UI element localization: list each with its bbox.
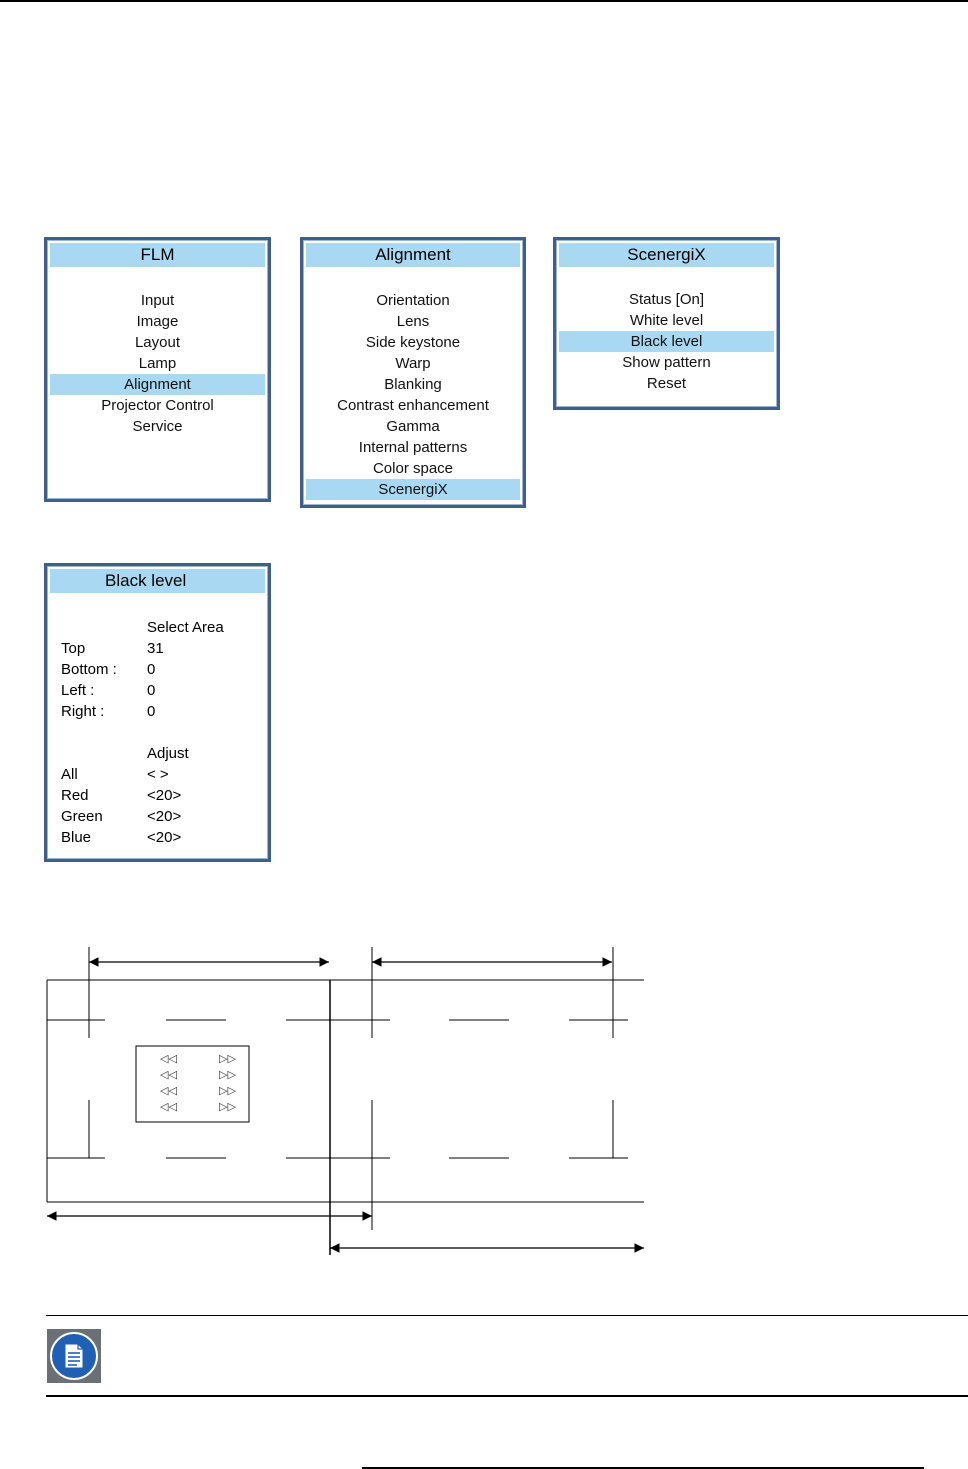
alignment-menu-item-internal-patterns[interactable]: Internal patterns bbox=[358, 439, 468, 456]
alignment-menu-item-gamma[interactable]: Gamma bbox=[386, 418, 440, 435]
scenergix-menu-title: ScenergiX bbox=[559, 243, 774, 267]
adjust-label: Adjust bbox=[147, 745, 189, 762]
adjust-channel-value: < > bbox=[147, 766, 169, 783]
adjust-row-blue[interactable] bbox=[61, 827, 261, 848]
black-level-menu-title: Black level bbox=[50, 569, 265, 593]
alignment-menu-item-scenergix[interactable]: ScenergiX bbox=[306, 479, 520, 500]
area-value: 0 bbox=[147, 661, 156, 678]
area-label: Right : bbox=[61, 703, 105, 720]
scenergix-menu-item-status[interactable]: Status [On] bbox=[628, 291, 705, 308]
flm-menu-item-layout[interactable]: Layout bbox=[134, 334, 181, 351]
note-icon bbox=[47, 1329, 101, 1383]
flm-menu-item-projector-control[interactable]: Projector Control bbox=[101, 397, 214, 414]
adjust-row-red[interactable] bbox=[61, 785, 261, 806]
black-level-menu bbox=[44, 563, 271, 862]
adjust-channel-value: <20> bbox=[147, 787, 182, 804]
alignment-menu-item-side-keystone[interactable]: Side keystone bbox=[365, 334, 461, 351]
area-label: Bottom : bbox=[61, 661, 117, 678]
scenergix-menu-item-reset[interactable]: Reset bbox=[646, 375, 687, 392]
alignment-menu-item-contrast-enhancement[interactable]: Contrast enhancement bbox=[337, 397, 489, 414]
adjust-channel-label: Red bbox=[61, 787, 89, 804]
alignment-menu bbox=[300, 237, 526, 508]
area-row-right[interactable] bbox=[61, 701, 261, 722]
flm-menu bbox=[44, 237, 271, 502]
pattern-arrows-left: ◁◁ bbox=[160, 1052, 177, 1065]
flm-menu-item-input[interactable]: Input bbox=[140, 292, 175, 309]
alignment-menu-item-warp[interactable]: Warp bbox=[395, 355, 431, 372]
flm-menu-item-alignment[interactable]: Alignment bbox=[50, 374, 265, 395]
scenergix-menu bbox=[553, 237, 780, 410]
flm-menu-item-lamp[interactable]: Lamp bbox=[138, 355, 177, 372]
pattern-arrows-left: ◁◁ bbox=[160, 1084, 177, 1097]
adjust-row-green[interactable] bbox=[61, 806, 261, 827]
area-row-top[interactable] bbox=[61, 638, 261, 659]
pattern-arrows-right: ▷▷ bbox=[219, 1084, 236, 1097]
pattern-arrows-left: ◁◁ bbox=[160, 1100, 177, 1113]
adjust-row-all[interactable] bbox=[61, 764, 261, 785]
area-row-left[interactable] bbox=[61, 680, 261, 701]
alignment-menu-item-lens[interactable]: Lens bbox=[396, 313, 430, 330]
area-value: 0 bbox=[147, 703, 156, 720]
note-bottom-rule bbox=[46, 1395, 968, 1397]
pattern-arrows-right: ▷▷ bbox=[219, 1068, 236, 1081]
select-area-label: Select Area bbox=[147, 619, 224, 636]
area-label: Top bbox=[61, 640, 86, 657]
blend-zone-diagram bbox=[0, 930, 968, 1270]
adjust-channel-value: <20> bbox=[147, 808, 182, 825]
adjust-channel-label: All bbox=[61, 766, 78, 783]
alignment-menu-item-orientation[interactable]: Orientation bbox=[376, 292, 450, 309]
note-top-rule bbox=[46, 1315, 968, 1316]
adjust-channel-value: <20> bbox=[147, 829, 182, 846]
flm-menu-item-service[interactable]: Service bbox=[132, 418, 183, 435]
pattern-arrows-right: ▷▷ bbox=[219, 1100, 236, 1113]
adjust-channel-label: Blue bbox=[61, 829, 92, 846]
pattern-arrows-left: ◁◁ bbox=[160, 1068, 177, 1081]
alignment-menu-item-blanking[interactable]: Blanking bbox=[384, 376, 442, 393]
pattern-arrows-right: ▷▷ bbox=[219, 1052, 236, 1065]
area-value: 31 bbox=[147, 640, 164, 657]
area-value: 0 bbox=[147, 682, 156, 699]
scenergix-menu-item-white-level[interactable]: White level bbox=[629, 312, 704, 329]
flm-menu-title: FLM bbox=[50, 243, 265, 267]
alignment-menu-title: Alignment bbox=[306, 243, 520, 267]
flm-menu-item-image[interactable]: Image bbox=[136, 313, 179, 330]
scenergix-menu-item-show-pattern[interactable]: Show pattern bbox=[622, 354, 711, 371]
adjust-channel-label: Green bbox=[61, 808, 103, 825]
area-row-bottom[interactable] bbox=[61, 659, 261, 680]
page-top-rule bbox=[0, 0, 968, 2]
alignment-menu-item-color-space[interactable]: Color space bbox=[372, 460, 454, 477]
area-label: Left : bbox=[61, 682, 95, 699]
scenergix-menu-item-black-level[interactable]: Black level bbox=[559, 331, 774, 352]
